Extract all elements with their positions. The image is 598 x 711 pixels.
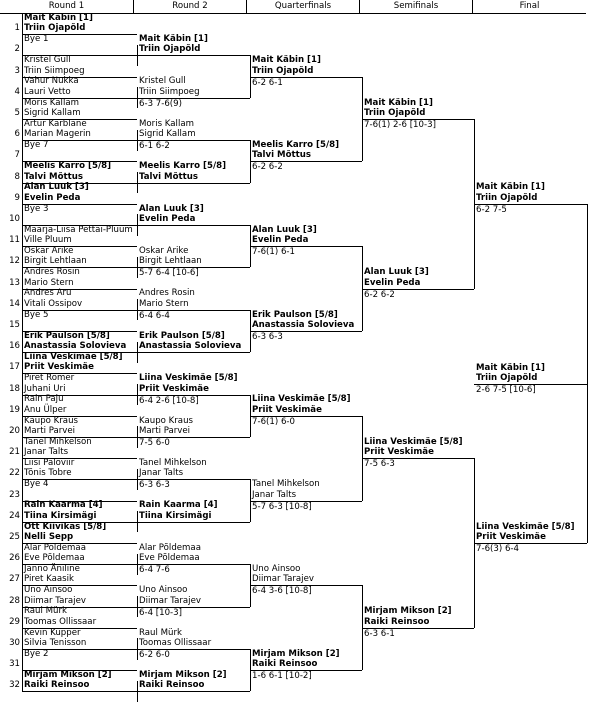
round1-player: Janno Äniline: [24, 563, 80, 574]
round1-player: Bye 3: [24, 203, 49, 214]
round1-player: Bye 1: [24, 33, 49, 44]
round2-score: 6-4 [10-3]: [139, 607, 182, 618]
round1-player: Eve Põldemaa: [24, 553, 85, 564]
quarterfinals-player: Tanel Mihkelson: [252, 479, 320, 490]
semifinals-player: Raiki Reinsoo: [364, 616, 430, 627]
round1-player: Raiki Reinsoo: [24, 680, 90, 691]
round2-player: Kaupo Kraus: [139, 415, 194, 426]
round1-player: Sigrid Kallam: [24, 108, 81, 118]
round2-player: Mirjam Mikson [2]: [139, 669, 227, 680]
semifinals-player: Mait Käbin [1]: [364, 97, 433, 108]
round2-player: Birgit Lehtlaan: [139, 256, 202, 267]
draw-position-number: 31: [9, 659, 20, 670]
final-score: 6-2 7-5: [476, 204, 507, 215]
round1-player: Vahur Nukka: [24, 76, 79, 87]
round2-player: Talvi Mõttus: [139, 171, 198, 182]
round1-player: Mario Stern: [24, 277, 74, 288]
round2-winner-line: [137, 522, 250, 523]
round2-player: Tanel Mihkelson: [139, 457, 207, 468]
round2-score: 6-2 6-0: [139, 650, 170, 660]
quarterfinals-score: 6-2 6-2: [252, 162, 283, 173]
round1-player: Alar Põldemaa: [24, 542, 86, 553]
draw-position-number: 25: [9, 532, 20, 542]
round1-player: Janar Talts: [24, 447, 69, 458]
round1-player: Talvi Mõttus: [24, 171, 83, 182]
round2-player: Mait Käbin [1]: [139, 33, 208, 44]
round2-score: 6-4 6-4: [139, 310, 170, 321]
draw-position-number: 1: [14, 23, 20, 34]
draw-position-number: 17: [9, 362, 20, 373]
semifinals-player: Alan Luuk [3]: [364, 267, 429, 278]
round1-player: Bye 5: [24, 309, 49, 320]
round1-player: Ott Kiivikas [5/8]: [24, 521, 107, 532]
round2-player: Liina Veskimäe [5/8]: [139, 373, 238, 384]
round1-player: Liina Veskimäe [5/8]: [24, 351, 123, 362]
round1-player: Anastassia Solovieva: [24, 341, 127, 352]
champion-player: Mait Käbin [1]: [476, 362, 545, 373]
round2-player: Tiina Kirsimägi: [139, 510, 212, 521]
round1-left-border: [22, 13, 23, 691]
round1-player: Oskar Arike: [24, 245, 74, 256]
round2-player: Toomas Ollissaar: [139, 638, 212, 648]
round1-player: Piret Kaasik: [24, 574, 74, 585]
champion-player: Triin Ojapõld: [476, 373, 538, 383]
round1-player: Moris Kallam: [24, 97, 79, 108]
quarterfinals-score: 7-6(1) 6-0: [252, 416, 295, 427]
round2-score: 5-7 6-4 [10-6]: [139, 268, 199, 279]
round1-player: Priit Veskimäe: [24, 362, 94, 373]
champion-score: 2-6 7-5 [10-6]: [476, 385, 536, 395]
round2-player: Sigrid Kallam: [139, 129, 196, 140]
draw-position-number: 29: [9, 616, 20, 627]
draw-position-number: 23: [9, 489, 20, 500]
round2-score: 7-5 6-0: [139, 438, 170, 448]
round1-player: Kaupo Kraus: [24, 415, 79, 426]
round1-player: Tõnis Tobre: [24, 468, 72, 479]
round1-player: Anu Ülper: [24, 404, 67, 415]
round1-player: Meelis Karro [5/8]: [24, 161, 111, 172]
round2-player: Priit Veskimäe: [139, 383, 209, 394]
final-player: Liina Veskimäe [5/8]: [476, 521, 575, 532]
draw-position-number: 10: [9, 214, 20, 224]
final-score: 7-6(3) 6-4: [476, 544, 519, 554]
round2-player: Alar Põldemaa: [139, 542, 201, 553]
round2-winner-line: [137, 225, 250, 226]
round2-score: 6-3 7-6(9): [139, 98, 182, 109]
draw-position-number: 28: [9, 595, 20, 606]
round1-player: Bye 2: [24, 648, 49, 659]
quarterfinals-player: Mirjam Mikson [2]: [252, 648, 340, 659]
quarterfinals-player: Liina Veskimäe [5/8]: [252, 394, 351, 405]
round2-winner-line: [137, 55, 250, 56]
draw-position-number: 30: [9, 638, 20, 648]
round1-player: Rain Kaarma [4]: [24, 500, 103, 511]
round1-line: [22, 691, 137, 692]
round2-player: Oskar Arike: [139, 245, 189, 256]
round2-player: Mario Stern: [139, 298, 189, 309]
round1-player: Tiina Kirsimägi: [24, 510, 97, 521]
draw-position-number: 22: [9, 468, 20, 479]
final-player: Priit Veskimäe: [476, 532, 546, 542]
quarterfinals-player: Evelin Peda: [252, 235, 309, 246]
draw-position-number: 5: [14, 108, 20, 118]
draw-position-number: 20: [9, 426, 20, 436]
semifinals-player: Liina Veskimäe [5/8]: [364, 436, 463, 447]
round2-player: Triin Siimpoeg: [139, 86, 200, 97]
draw-position-number: 3: [14, 65, 20, 76]
round2-player: Diimar Tarajev: [139, 595, 201, 606]
draw-position-number: 15: [9, 320, 20, 330]
round2-player: Raiki Reinsoo: [139, 680, 205, 691]
draw-position-number: 21: [9, 447, 20, 458]
draw-position-number: 6: [14, 129, 20, 140]
round1-player: Marti Parvei: [24, 426, 76, 436]
semifinals-player: Evelin Peda: [364, 277, 421, 288]
round2-player: Marti Parvei: [139, 426, 191, 436]
round2-player: Raul Mürk: [139, 627, 182, 638]
round1-player: Andres Aru: [24, 288, 72, 299]
round2-player: Uno Ainsoo: [139, 585, 188, 596]
round1-player: Diimar Tarajev: [24, 595, 86, 606]
draw-position-number: 13: [9, 277, 20, 288]
round1-player: Mirjam Mikson [2]: [24, 669, 112, 680]
round2-player: Janar Talts: [139, 468, 184, 479]
quarterfinals-player: Raiki Reinsoo: [252, 659, 318, 670]
semifinals-player: Priit Veskimäe: [364, 447, 434, 458]
round1-player: Erik Paulson [5/8]: [24, 330, 110, 341]
quarterfinals-score: 6-3 6-3: [252, 332, 283, 342]
draw-position-number: 24: [9, 510, 20, 521]
round1-player: Juhani Uri: [24, 383, 66, 394]
round2-player: Alan Luuk [3]: [139, 203, 204, 214]
round1-player: Artur Kärblane: [24, 118, 87, 129]
round1-player: Silvia Tenisson: [24, 638, 87, 648]
draw-position-number: 18: [9, 383, 20, 394]
quarterfinals-player: Priit Veskimäe: [252, 404, 322, 415]
round1-player: Lauri Vetto: [24, 86, 71, 97]
final-header: Final: [519, 1, 540, 11]
semifinals-score: 7-6(1) 2-6 [10-3]: [364, 120, 436, 130]
round1-player: Tanel Mihkelson: [24, 436, 92, 447]
quarterfinals-score: 7-6(1) 6-1: [252, 247, 295, 258]
round1-player: Bye 4: [24, 479, 49, 490]
round2-player: Meelis Karro [5/8]: [139, 161, 226, 172]
quarterfinals-player: Meelis Karro [5/8]: [252, 139, 339, 150]
final-player: Triin Ojapõld: [476, 192, 538, 203]
final-player: Mait Käbin [1]: [476, 182, 545, 193]
round2-player: Kristel Gull: [139, 76, 186, 87]
quarterfinals-header: Quarterfinals: [247, 0, 360, 13]
final-connector: [587, 204, 588, 543]
round1-player: Rain Paju: [24, 394, 64, 405]
round-1-header: Round 1: [0, 0, 134, 13]
quarterfinals-player: Diimar Tarajev: [252, 574, 314, 585]
round1-player: Evelin Peda: [24, 192, 81, 203]
quarterfinals-player: Talvi Mõttus: [252, 150, 311, 161]
draw-position-number: 12: [9, 256, 20, 267]
quarterfinals-player: Janar Talts: [252, 489, 297, 500]
quarterfinals-score: 6-2 6-1: [252, 77, 283, 88]
round2-player: Rain Kaarma [4]: [139, 500, 218, 511]
quarterfinals-player: Erik Paulson [5/8]: [252, 309, 338, 320]
round2-player: Evelin Peda: [139, 214, 196, 224]
round1-player: Mait Käbin [1]: [24, 12, 93, 23]
round2-player: Andres Rosin: [139, 288, 195, 299]
round2-winner-line: [137, 183, 250, 184]
draw-position-number: 27: [9, 574, 20, 585]
draw-position-number: 32: [9, 680, 20, 691]
round1-player: Triin Siimpoeg: [24, 65, 85, 76]
round2-player: Moris Kallam: [139, 118, 194, 129]
round-2-header: Round 2: [134, 0, 247, 13]
round2-player: Triin Ojapõld: [139, 44, 201, 55]
semifinals-score: 7-5 6-3: [364, 459, 395, 470]
quarterfinals-player: Mait Käbin [1]: [252, 55, 321, 66]
quarterfinals-player: Anastassia Solovieva: [252, 320, 355, 330]
round1-player: Raul Mürk: [24, 606, 67, 617]
round1-player: Maarja-Liisa Pettai-Pluum: [24, 224, 133, 235]
semifinals-score: 6-2 6-2: [364, 289, 395, 300]
draw-position-number: 14: [9, 298, 20, 309]
round1-player: Nelli Sepp: [24, 532, 74, 542]
round1-player: Liisi Paloviir: [24, 457, 75, 468]
round1-player: Toomas Ollissaar: [24, 616, 97, 627]
quarterfinals-score: 5-7 6-3 [10-8]: [252, 501, 312, 512]
quarterfinals-score: 1-6 6-1 [10-2]: [252, 671, 312, 682]
semifinals-header: Semifinals: [360, 0, 473, 13]
semifinals-player: Mirjam Mikson [2]: [364, 606, 452, 617]
round2-score: 6-1 6-2: [139, 141, 170, 152]
round2-score: 6-4 7-6: [139, 565, 170, 576]
round2-player: Anastassia Solovieva: [139, 341, 242, 352]
round2-player: Eve Põldemaa: [139, 553, 200, 564]
round1-player: Alan Luuk [3]: [24, 182, 89, 193]
quarterfinals-player: Uno Ainsoo: [252, 563, 301, 574]
round2-winner-line: [137, 691, 250, 692]
round1-player: Uno Ainsoo: [24, 585, 73, 596]
semifinals-score: 6-3 6-1: [364, 628, 395, 639]
round1-player: Andres Rosin: [24, 267, 80, 278]
draw-position-number: 26: [9, 553, 20, 564]
semifinals-player: Triin Ojapõld: [364, 108, 426, 118]
quarterfinals-player: Triin Ojapõld: [252, 65, 314, 76]
round1-player: Kristel Gull: [24, 55, 71, 66]
quarterfinals-score: 6-4 3-6 [10-8]: [252, 586, 312, 597]
draw-position-number: 2: [14, 44, 20, 55]
round2-score: 6-3 6-3: [139, 480, 170, 491]
draw-position-number: 11: [9, 235, 20, 246]
draw-position-number: 19: [9, 404, 20, 415]
round2-score: 6-4 2-6 [10-8]: [139, 395, 199, 406]
round1-player: Bye 7: [24, 139, 49, 150]
draw-position-number: 4: [14, 86, 20, 97]
round1-player: Ville Pluum: [24, 235, 72, 246]
round1-player: Marian Magerin: [24, 129, 91, 140]
draw-position-number: 8: [14, 171, 20, 182]
round2-player: Erik Paulson [5/8]: [139, 330, 225, 341]
draw-position-number: 16: [9, 341, 20, 352]
round1-player: Triin Ojapõld: [24, 23, 86, 34]
round1-player: Piret Römer: [24, 373, 75, 384]
round1-player: Vitali Ossipov: [24, 298, 83, 309]
round1-player: Birgit Lehtlaan: [24, 256, 87, 267]
round1-player: Kevin Kupper: [24, 627, 81, 638]
draw-position-number: 7: [14, 150, 20, 161]
quarterfinals-player: Alan Luuk [3]: [252, 224, 317, 235]
round2-winner-line: [137, 352, 250, 353]
draw-position-number: 9: [14, 192, 20, 203]
